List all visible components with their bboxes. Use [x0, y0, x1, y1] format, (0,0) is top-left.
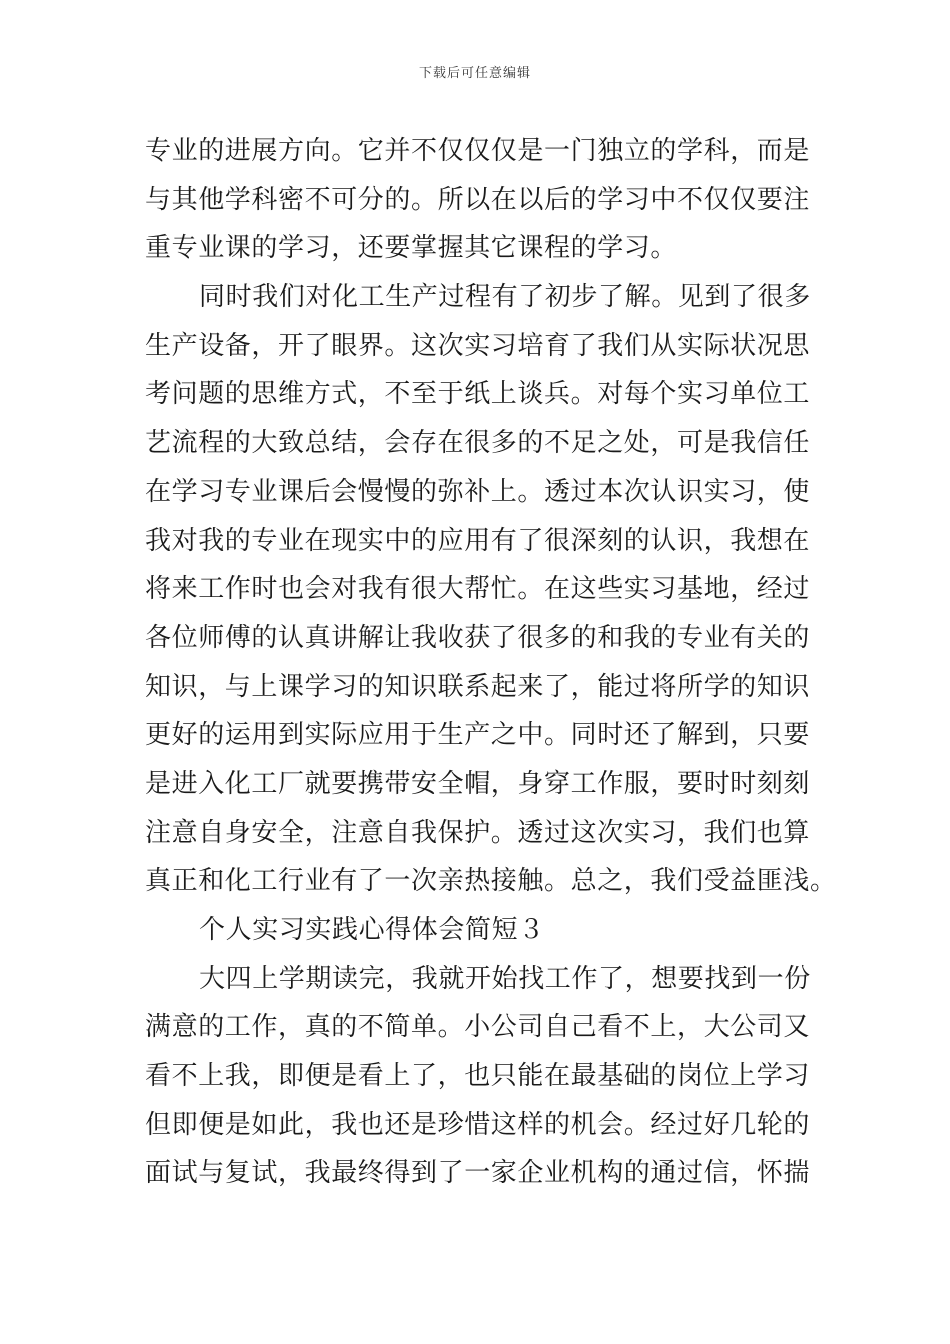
- paragraph-first-line: 大四上学期读完，我就开始找工作了，想要找到一份: [199, 963, 811, 994]
- text-line: 艺流程的大致总结，会存在很多的不足之处，可是我信任: [145, 428, 811, 459]
- text-line: 面试与复试，我最终得到了一家企业机构的通过信，怀揣: [145, 1158, 811, 1189]
- text-line: 专业的进展方向。它并不仅仅仅是一门独立的学科，而是: [145, 136, 811, 166]
- document-body: [145, 127, 837, 1198]
- text-line: 生产设备，开了眼界。这次实习培育了我们从实际状况思: [145, 330, 811, 361]
- text-line: 真正和化工行业有了一次亲热接触。总之，我们受益匪浅。: [145, 866, 837, 897]
- text-line: 各位师傅的认真讲解让我收获了很多的和我的专业有关的: [145, 622, 811, 653]
- text-line: 更好的运用到实际应用于生产之中。同时还了解到，只要: [145, 720, 811, 751]
- page-header-note: 下载后可任意编辑: [418, 66, 531, 81]
- paragraph-first-line: 同时我们对化工生产过程有了初步了解。见到了很多: [199, 282, 811, 313]
- text-line: 我对我的专业在现实中的应用有了很深刻的认识，我想在: [145, 525, 811, 556]
- text-line: 与其他学科密不可分的。所以在以后的学习中不仅仅要注: [145, 184, 811, 215]
- text-line: 是进入化工厂就要携带安全帽，身穿工作服，要时时刻刻: [145, 768, 811, 799]
- text-line: 知识，与上课学习的知识联系起来了，能过将所学的知识: [145, 671, 811, 702]
- text-line: 但即便是如此，我也还是珍惜这样的机会。经过好几轮的: [145, 1109, 811, 1140]
- section-heading: 个人实习实践心得体会简短３: [199, 915, 545, 945]
- text-line: 考问题的思维方式，不至于纸上谈兵。对每个实习单位工: [145, 379, 811, 410]
- text-line: 满意的工作，真的不简单。小公司自己看不上，大公司又: [145, 1012, 811, 1043]
- text-line: 在学习专业课后会慢慢的弥补上。透过本次认识实习，使: [145, 476, 811, 507]
- text-line: 将来工作时也会对我有很大帮忙。在这些实习基地，经过: [145, 574, 811, 605]
- text-line: 重专业课的学习，还要掌握其它课程的学习。: [145, 233, 678, 264]
- text-line: 注意自身安全，注意自我保护。透过这次实习，我们也算: [145, 817, 811, 848]
- text-line: 看不上我，即便是看上了，也只能在最基础的岗位上学习: [145, 1061, 811, 1092]
